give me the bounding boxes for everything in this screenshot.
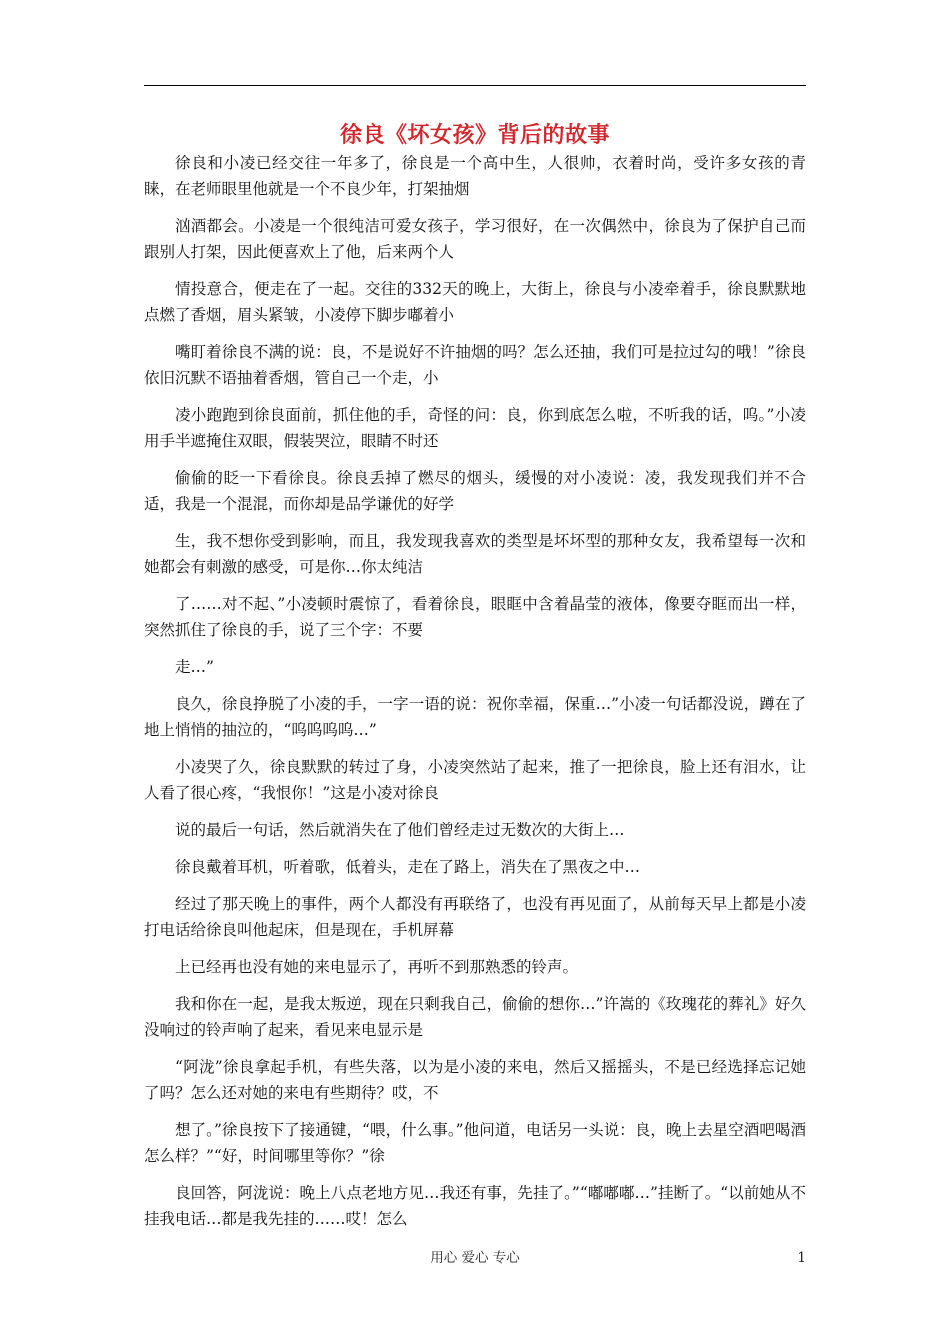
paragraph: “阿泷”徐良拿起手机，有些失落，以为是小凌的来电，然后又摇摇头，不是已经选择忘记她了吗？怎么还对她的来电有些期待？哎，不 — [144, 1058, 806, 1102]
paragraph: 徐良和小凌已经交往一年多了，徐良是一个高中生，人很帅，衣着时尚，受许多女孩的青睐，在老师眼里他就是一个不良少年，打架抽烟 — [144, 154, 806, 198]
paragraph: 想了。”徐良按下了接通键，“喂，什么事。”他问道，电话另一头说：良，晚上去星空酒吧喝酒怎么样？”“好，时间哪里等你？”徐 — [144, 1121, 806, 1165]
document-body — [144, 150, 806, 1232]
paragraph: 小凌哭了久，徐良默默的转过了身，小凌突然站了起来，推了一把徐良，脸上还有泪水，让人看了很心疼，“我恨你！”这是小凌对徐良 — [144, 758, 806, 802]
paragraph: 走…” — [175, 658, 214, 676]
paragraph: 嘴盯着徐良不满的说：良，不是说好不许抽烟的吗？怎么还抽，我们可是拉过勾的哦！”徐良依旧沉默不语抽着香烟，管自己一个走，小 — [144, 343, 806, 387]
page-number: 1 — [797, 1250, 806, 1266]
header-rule — [144, 85, 806, 86]
document-title: 徐良《坏女孩》背后的故事 — [339, 122, 610, 148]
paragraph: 偷偷的眨一下看徐良。徐良丢掉了燃尽的烟头，缓慢的对小凌说：凌，我发现我们并不合适，我是一个混混，而你却是品学谦优的好学 — [144, 469, 806, 513]
paragraph: 上已经再也没有她的来电显示了，再听不到那熟悉的铃声。 — [175, 958, 579, 976]
paragraph: 良回答，阿泷说：晚上八点老地方见…我还有事，先挂了。”“嘟嘟嘟…”挂断了。“以前她从不挂我电话…都是我先挂的……哎！怎么 — [144, 1184, 806, 1228]
paragraph: 凌小跑跑到徐良面前，抓住他的手，奇怪的问：良，你到底怎么啦，不听我的话，呜。”小凌用手半遮掩住双眼，假装哭泣，眼睛不时还 — [144, 406, 806, 450]
paragraph: 生，我不想你受到影响，而且，我发现我喜欢的类型是坏坏型的那种女友，我希望每一次和她都会有刺激的感受，可是你…你太纯洁 — [144, 532, 806, 576]
paragraph: 经过了那天晚上的事件，两个人都没有再联络了，也没有再见面了，从前每天早上都是小凌打电话给徐良叫他起床，但是现在，手机屏幕 — [144, 895, 806, 939]
paragraph: 了……对不起、”小凌顿时震惊了，看着徐良，眼眶中含着晶莹的液体，像要夺眶而出一样，突然抓住了徐良的手，说了三个字：不要 — [144, 595, 806, 639]
paragraph: 情投意合，便走在了一起。交往的332天的晚上，大街上，徐良与小凌牵着手，徐良默默地点燃了香烟，眉头紧皱，小凌停下脚步嘟着小 — [144, 280, 806, 324]
paragraph: 说的最后一句话，然后就消失在了他们曾经走过无数次的大街上… — [175, 821, 625, 839]
paragraph: 良久，徐良挣脱了小凌的手，一字一语的说：祝你幸福，保重…”小凌一句话都没说，蹲在了地上悄悄的抽泣的，“呜呜呜呜…” — [144, 695, 806, 739]
paragraph: 我和你在一起，是我太叛逆，现在只剩我自己，偷偷的想你…”许嵩的《玫瑰花的葬礼》好久没响过的铃声响了起来，看见来电显示是 — [144, 995, 806, 1039]
paragraph: 徐良戴着耳机，听着歌，低着头，走在了路上，消失在了黑夜之中… — [175, 858, 641, 876]
footer-text: 用心 爱心 专心 — [430, 1250, 520, 1266]
paragraph: 汹酒都会。小凌是一个很纯洁可爱女孩子，学习很好，在一次偶然中，徐良为了保护自己而跟别人打架，因此便喜欢上了他，后来两个人 — [144, 217, 806, 261]
